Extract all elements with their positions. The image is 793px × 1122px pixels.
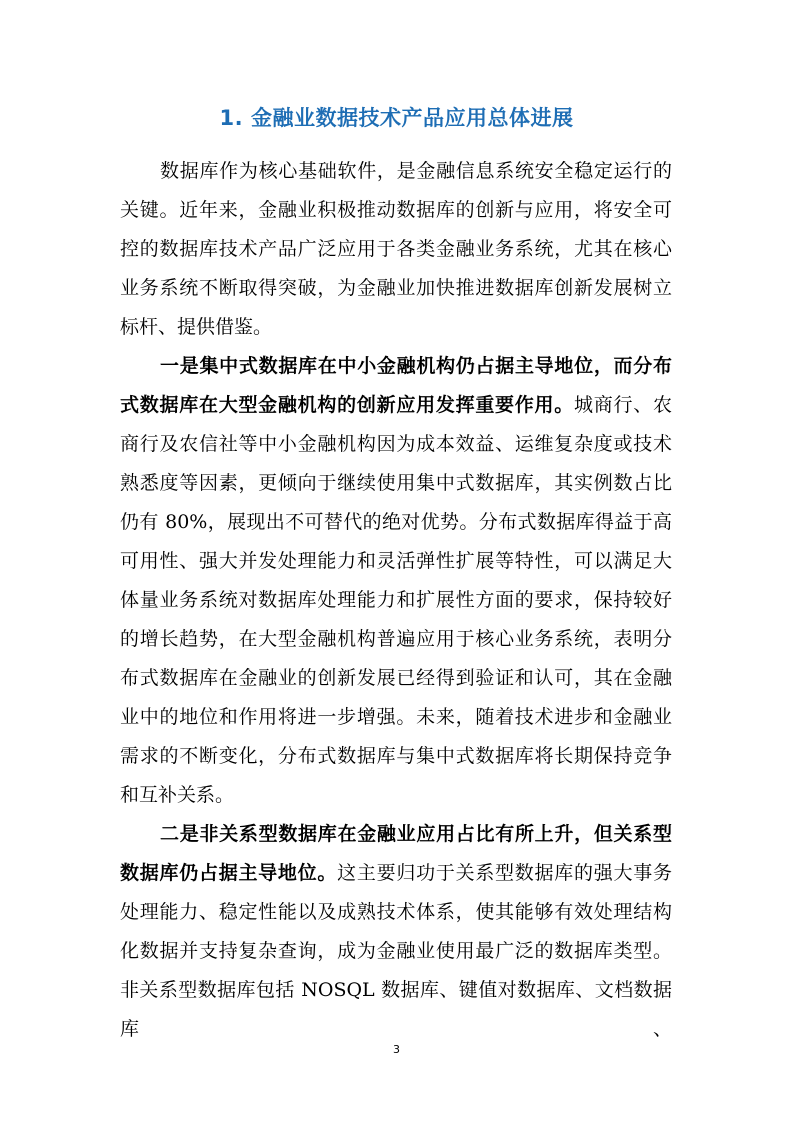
paragraph-line: 业务系统不断取得突破，为金融业加快推进数据库创新发展树立 <box>120 277 672 299</box>
paragraph-line: 化数据并支持复杂查询，成为金融业使用最广泛的数据库类型。 <box>120 940 672 962</box>
paragraph-line: 数据库作为核心基础软件，是金融信息系统安全稳定运行的 <box>160 160 672 182</box>
paragraph-line: 布式数据库在金融业的创新发展已经得到验证和认可，其在金融 <box>120 667 672 689</box>
paragraph-line <box>120 854 672 893</box>
body-text: 城商行、农 <box>574 394 672 416</box>
section-heading: 1. 金融业数据技术产品应用总体进展 <box>219 106 574 130</box>
section-body <box>120 152 672 1040</box>
paragraph-line: 业中的地位和作用将进一步增强。未来，随着技术进步和金融业 <box>120 706 672 728</box>
lead-sentence: 式数据库在大型金融机构的创新应用发挥重要作用。 <box>120 394 575 416</box>
paragraph-1 <box>120 152 672 347</box>
lead-sentence: 数据库仍占据主导地位。 <box>120 862 338 884</box>
lead-sentence: 二是非关系型数据库在金融业应用占比有所上升，但关系型 <box>160 823 672 845</box>
paragraph-line: 的增长趋势，在大型金融机构普遍应用于核心业务系统，表明分 <box>120 628 672 650</box>
paragraph-line: 处理能力、稳定性能以及成熟技术体系，使其能够有效处理结构 <box>120 901 672 923</box>
paragraph-line <box>120 815 672 854</box>
page-number: 3 <box>393 1043 400 1056</box>
paragraph-line: 关键。近年来，金融业积极推动数据库的创新与应用，将安全可 <box>120 199 672 221</box>
lead-sentence: 一是集中式数据库在中小金融机构仍占据主导地位，而分布 <box>160 355 672 377</box>
paragraph-line: 需求的不断变化，分布式数据库与集中式数据库将长期保持竞争 <box>120 745 672 767</box>
paragraph-line <box>120 386 672 425</box>
paragraph-line: 非关系型数据库包括 NOSQL 数据库、键值对数据库、文档数据库、 <box>120 979 672 1040</box>
paragraph-line: 熟悉度等因素，更倾向于继续使用集中式数据库，其实例数占比 <box>120 472 672 494</box>
paragraph-line: 商行及农信社等中小金融机构因为成本效益、运维复杂度或技术 <box>120 433 672 455</box>
paragraph-line: 控的数据库技术产品广泛应用于各类金融业务系统，尤其在核心 <box>120 238 672 260</box>
paragraph-3 <box>120 815 672 1040</box>
paragraph-line: 仍有 80%，展现出不可替代的绝对优势。分布式数据库得益于高 <box>120 511 672 533</box>
paragraph-line: 可用性、强大并发处理能力和灵活弹性扩展等特性，可以满足大 <box>120 550 672 572</box>
paragraph-line: 体量业务系统对数据库处理能力和扩展性方面的要求，保持较好 <box>120 589 672 611</box>
paragraph-line: 标杆、提供借鉴。 <box>120 316 273 338</box>
paragraph-2 <box>120 347 672 815</box>
body-text: 这主要归功于关系型数据库的强大事务 <box>337 862 672 884</box>
paragraph-line <box>120 347 672 386</box>
paragraph-line: 和互补关系。 <box>120 784 235 806</box>
